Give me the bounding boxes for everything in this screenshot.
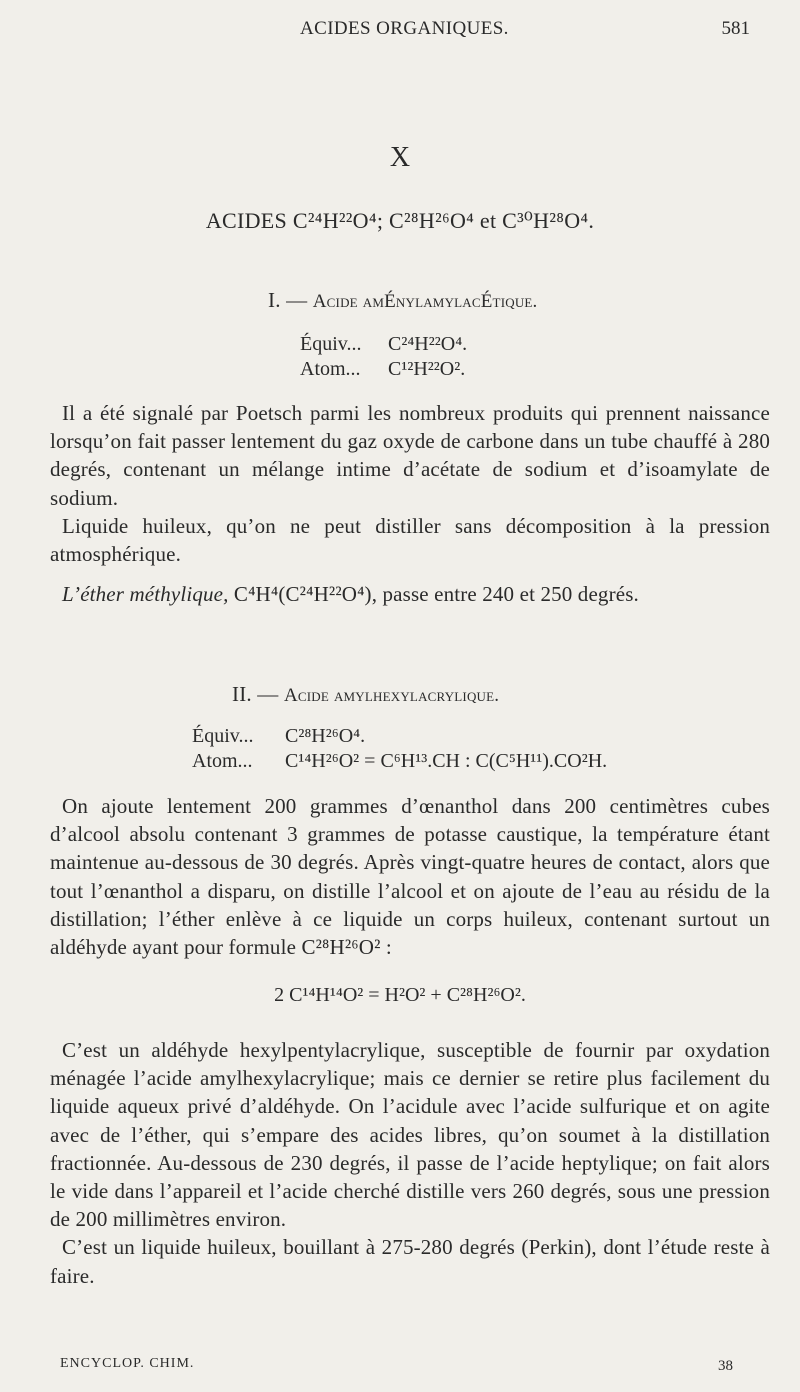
footer-title: ENCYCLOP. CHIM. bbox=[60, 1356, 195, 1371]
ether-name: L’éther méthylique, bbox=[62, 582, 229, 607]
page-number: 581 bbox=[721, 18, 750, 39]
section-1-number: I. — bbox=[268, 288, 308, 312]
section-1-atom-value: C¹²H²²O². bbox=[388, 358, 466, 380]
section-heading-2 bbox=[232, 682, 499, 707]
section-2-text-continued bbox=[50, 1036, 770, 1290]
section-1-name: Acide amÉnylamylacÉtique. bbox=[312, 291, 538, 312]
chapter-title: ACIDES C²⁴H²²O⁴; C²⁸H²⁶O⁴ et C³⁰H²⁸O⁴. bbox=[205, 208, 595, 233]
paragraph: Il a été signalé par Poetsch parmi les nombreux produits qui prennent naissance lorsqu’on fait passer lentement du gaz oxyde de carbone dans un tube chauffé à 280 degrés, contenant un mélange intime d’acétate de sodium et d’isoamylate de sodium. bbox=[50, 401, 770, 510]
paragraph: On ajoute lentement 200 grammes d’œnanthol dans 200 centimètres cubes d’alcool absolu contenant 3 grammes de potasse caustique, la température étant maintenue au-dessous de 30 degrés. Après vingt-quatre heures de contact, alors que tout l’œnanthol a disparu, on distille l’alcool et on ajoute de l’eau au résidu de la distillation; l’éther enlève à ce liquide un corps huileux, contenant surtout un aldéhyde ayant pour formule C²⁸H²⁶O² : bbox=[50, 794, 770, 960]
section-1-atom-label: Atom... bbox=[300, 358, 361, 380]
section-2-name: Acide amylhexylacrylique. bbox=[283, 685, 500, 706]
signature-mark: 38 bbox=[718, 1358, 733, 1374]
section-heading-1 bbox=[268, 288, 538, 313]
paragraph: Liquide huileux, qu’on ne peut distiller sans décomposition à la pression atmosphérique. bbox=[50, 513, 770, 567]
section-2-atom-label: Atom... bbox=[192, 750, 253, 772]
paragraph: C’est un liquide huileux, bouillant à 275-280 degrés (Perkin), dont l’étude reste à faire. bbox=[50, 1235, 770, 1288]
section-1-equiv-label: Équiv... bbox=[300, 333, 362, 355]
page-header bbox=[0, 14, 800, 44]
section-2-atom-value: C¹⁴H²⁶O² = C⁶H¹³.CH : C(C⁵H¹¹).CO²H. bbox=[285, 750, 608, 772]
section-2-equiv-value: C²⁸H²⁶O⁴. bbox=[285, 725, 366, 747]
paragraph: C’est un aldéhyde hexylpentylacrylique, susceptible de fournir par oxydation ménagée l’acide amylhexylacrylique; mais ce dernier se retire plus facilement du liquide aqueux privé d’aldéhyde. On l’acidule avec l’acide sulfurique et on agite avec de l’éther, qui s’empare des acides libres, qu’on soumet à la distillation fractionnée. Au-dessous de 230 degrés, il passe de l’acide heptylique; on fait alors le vide dans l’appareil et l’acide cherché distille vers 260 degrés, sous une pression de 200 millimètres environ. bbox=[50, 1038, 770, 1232]
section-2-text bbox=[50, 792, 770, 961]
running-title: ACIDES ORGANIQUES. bbox=[300, 18, 509, 39]
ether-text: C⁴H⁴(C²⁴H²²O⁴), passe entre 240 et 250 degrés. bbox=[228, 582, 639, 607]
section-1-equiv-value: C²⁴H²²O⁴. bbox=[388, 333, 468, 355]
section-1-text bbox=[50, 399, 770, 608]
section-2-equiv-label: Équiv... bbox=[192, 725, 254, 747]
reaction-equation: 2 C¹⁴H¹⁴O² = H²O² + C²⁸H²⁶O². bbox=[274, 984, 526, 1006]
section-2-number: II. — bbox=[232, 682, 279, 706]
chapter-numeral: X bbox=[389, 142, 411, 173]
paragraph-ether bbox=[50, 580, 770, 608]
